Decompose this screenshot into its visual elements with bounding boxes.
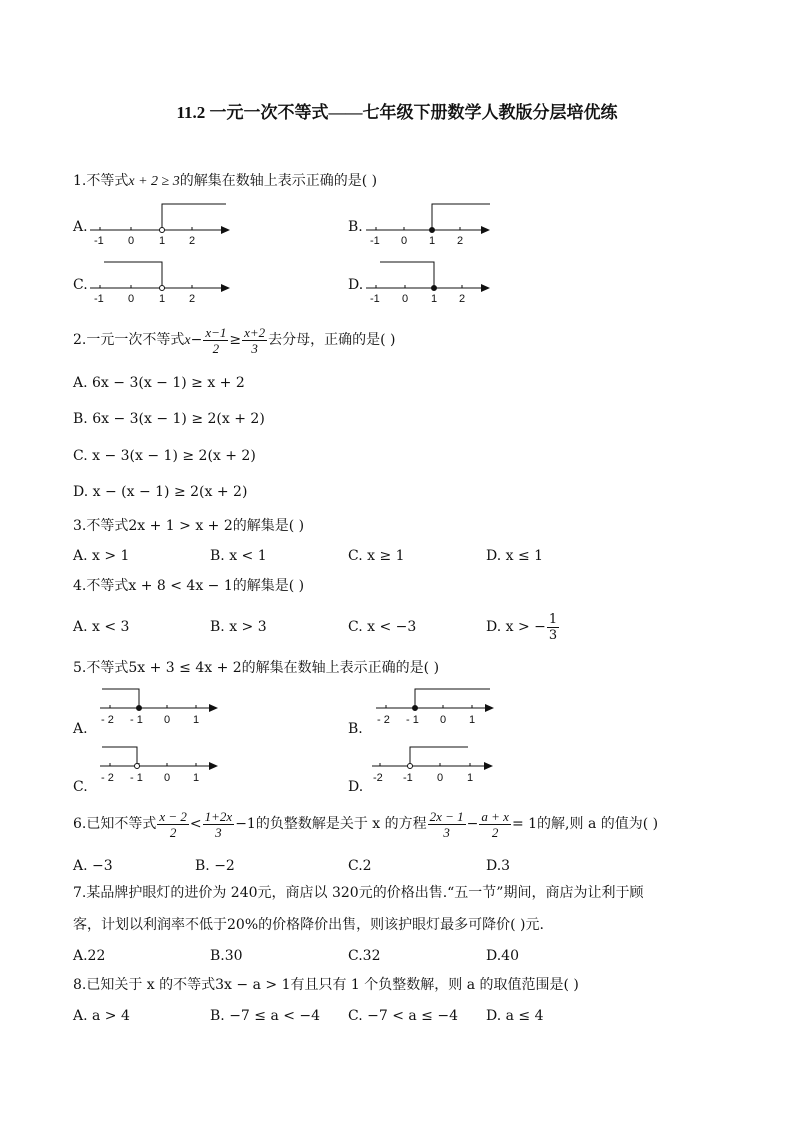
q5a-tick-1: - 2: [101, 714, 114, 726]
q6-option-b: B. −2: [195, 858, 235, 874]
q6-f3-den: 3: [443, 824, 450, 840]
q1c-tick-3: 1: [159, 293, 166, 305]
q2-f2-num: x+2: [244, 324, 266, 340]
q5c-tick-1: - 2: [101, 772, 114, 784]
q6-stem: [73, 804, 658, 844]
q6-f2-den: 3: [215, 824, 222, 840]
q1b-tick-1: -1: [370, 235, 380, 247]
q6-f4-num: a + x: [481, 808, 509, 824]
q2-option-b: B. 6x − 3(x − 1) ≥ 2(x + 2): [73, 411, 265, 427]
q6-stem-b: −1的负整数解是关于 x 的方程: [235, 816, 427, 832]
q1c-tick-2: 0: [128, 293, 135, 305]
q1-numberline-b: [364, 200, 509, 248]
q5-numberline-b: [374, 685, 504, 729]
q6-option-c: C.2: [348, 858, 372, 874]
q2-f1-den: 2: [212, 340, 220, 356]
q5c-tick-2: - 1: [130, 772, 143, 784]
q5a-tick-2: - 1: [130, 714, 143, 726]
q4-d-fraction: [547, 612, 559, 643]
q5-label-c: C.: [73, 779, 88, 795]
q1-numberline-d: [364, 258, 509, 306]
q2-option-c: C. x − 3(x − 1) ≥ 2(x + 2): [73, 448, 256, 464]
q4-option-a: A. x < 3: [73, 619, 130, 635]
q3-option-d: D. x ≤ 1: [486, 548, 544, 564]
q1a-tick-3: 1: [159, 235, 166, 247]
q8-option-b: B. −7 ≤ a < −4: [210, 1008, 321, 1024]
q2-stem-a: 2.一元一次不等式: [73, 332, 185, 348]
q6-fraction-2: [203, 809, 235, 840]
q6-fraction-4: [479, 809, 511, 840]
q1b-tick-3: 1: [429, 235, 436, 247]
q1c-tick-1: -1: [94, 293, 104, 305]
q1d-tick-4: 2: [459, 293, 466, 305]
q8-option-a: A. a > 4: [73, 1008, 130, 1024]
q1b-tick-2: 0: [401, 235, 408, 247]
q5b-tick-4: 1: [469, 714, 476, 726]
q4-d-num: 1: [548, 611, 558, 627]
q5b-tick-2: - 1: [406, 714, 419, 726]
q1a-tick-1: -1: [94, 235, 104, 247]
q2-minus: −: [190, 332, 203, 348]
q1d-tick-3: 1: [431, 293, 438, 305]
q2-f2-den: 3: [251, 340, 258, 356]
q6-f1-den: 2: [169, 824, 177, 840]
q1-stem-a: 1.不等式: [73, 173, 129, 189]
q5b-tick-1: - 2: [377, 714, 390, 726]
q1-stem-b: 的解集在数轴上表示正确的是( ): [179, 173, 378, 189]
q1b-tick-4: 2: [457, 235, 464, 247]
q1a-tick-2: 0: [128, 235, 135, 247]
q2-option-d: D. x − (x − 1) ≥ 2(x + 2): [73, 484, 248, 500]
q6-f3-num: 2x − 1: [429, 808, 464, 824]
q3-option-b: B. x < 1: [210, 548, 267, 564]
q5d-tick-3: 0: [437, 772, 444, 784]
page-title: 11.2 一元一次不等式——七年级下册数学人教版分层培优练: [176, 103, 618, 122]
q1-label-b: B.: [348, 219, 363, 235]
q8-stem: 8.已知关于 x 的不等式3x − a > 1有且只有 1 个负整数解，则 a 的取值范围是( ): [73, 977, 579, 993]
q5c-tick-3: 0: [164, 772, 171, 784]
q2-geq: ≥: [229, 332, 242, 348]
q2-f1-num: x−1: [205, 324, 227, 340]
q5-numberline-a: [98, 685, 228, 729]
q2-stem-b: 去分母，正确的是( ): [268, 332, 396, 348]
q1-label-d: D.: [348, 277, 364, 293]
q7-option-b: B.30: [210, 948, 243, 964]
q2-stem: [73, 320, 396, 361]
q4-d-den: 3: [548, 627, 558, 643]
q6-stem-c: = 1的解,则 a 的值为( ): [511, 816, 659, 832]
q5a-tick-4: 1: [193, 714, 200, 726]
q6-f2-num: 1+2x: [204, 808, 233, 824]
q1d-tick-2: 0: [402, 293, 409, 305]
q1-numberline-a: [88, 200, 233, 248]
q5a-tick-3: 0: [164, 714, 171, 726]
q1-expr: x + 2 ≥ 3: [128, 174, 180, 189]
q6-f1-num: x − 2: [159, 808, 187, 824]
q6-minus: −: [466, 816, 479, 832]
q7-line-2: 客，计划以利润率不低于20%的价格降价出售，则该护眼灯最多可降价( )元.: [73, 917, 544, 933]
q6-option-a: A. −3: [73, 858, 113, 874]
q1-label-c: C.: [73, 277, 88, 293]
q1d-tick-1: -1: [370, 293, 380, 305]
q6-lt: <: [189, 816, 202, 832]
q4-option-b: B. x > 3: [210, 619, 267, 635]
q5b-tick-3: 0: [440, 714, 447, 726]
q1-label-a: A.: [73, 219, 88, 235]
q4-option-c: C. x < −3: [348, 619, 417, 635]
q7-option-a: A.22: [73, 948, 106, 964]
q6-fraction-1: [157, 809, 189, 840]
q3-option-a: A. x > 1: [73, 548, 130, 564]
q1-numberline-c: [88, 258, 233, 306]
q4-option-d: [486, 607, 560, 647]
q1-stem: [73, 172, 377, 191]
q5d-tick-1: -2: [373, 772, 383, 784]
q5-label-b: B.: [348, 721, 363, 737]
q5-label-d: D.: [348, 779, 364, 795]
q1c-tick-4: 2: [189, 293, 196, 305]
q6-stem-a: 6.已知不等式: [73, 816, 157, 832]
q5-numberline-d: [370, 743, 500, 787]
q5d-tick-2: -1: [403, 772, 413, 784]
q5c-tick-4: 1: [193, 772, 200, 784]
q5d-tick-4: 1: [467, 772, 474, 784]
q6-option-d: D.3: [486, 858, 511, 874]
q3-stem: 3.不等式2x + 1 > x + 2的解集是( ): [73, 518, 305, 534]
q6-fraction-3: [428, 809, 466, 840]
q2-x: x: [184, 333, 191, 348]
q7-option-d: D.40: [486, 948, 519, 964]
q7-line-1: 7.某品牌护眼灯的进价为 240元，商店以 320元的价格出售.“五一节”期间，商店为让利于顾: [73, 885, 644, 901]
q6-f4-den: 2: [491, 824, 499, 840]
q1a-tick-4: 2: [189, 235, 196, 247]
q2-fraction-2: [242, 325, 267, 356]
q5-numberline-c: [98, 743, 228, 787]
q8-option-d: D. a ≤ 4: [486, 1008, 544, 1024]
q3-option-c: C. x ≥ 1: [348, 548, 405, 564]
q2-option-a: A. 6x − 3(x − 1) ≥ x + 2: [73, 375, 245, 391]
q4-d-prefix: D. x > −: [486, 619, 546, 635]
q5-label-a: A.: [73, 721, 88, 737]
q2-fraction-1: [203, 325, 228, 356]
q7-option-c: C.32: [348, 948, 381, 964]
q8-option-c: C. −7 < a ≤ −4: [348, 1008, 458, 1024]
q4-stem: 4.不等式x + 8 < 4x − 1的解集是( ): [73, 578, 305, 594]
q5-stem: 5.不等式5x + 3 ≤ 4x + 2的解集在数轴上表示正确的是( ): [73, 660, 440, 676]
